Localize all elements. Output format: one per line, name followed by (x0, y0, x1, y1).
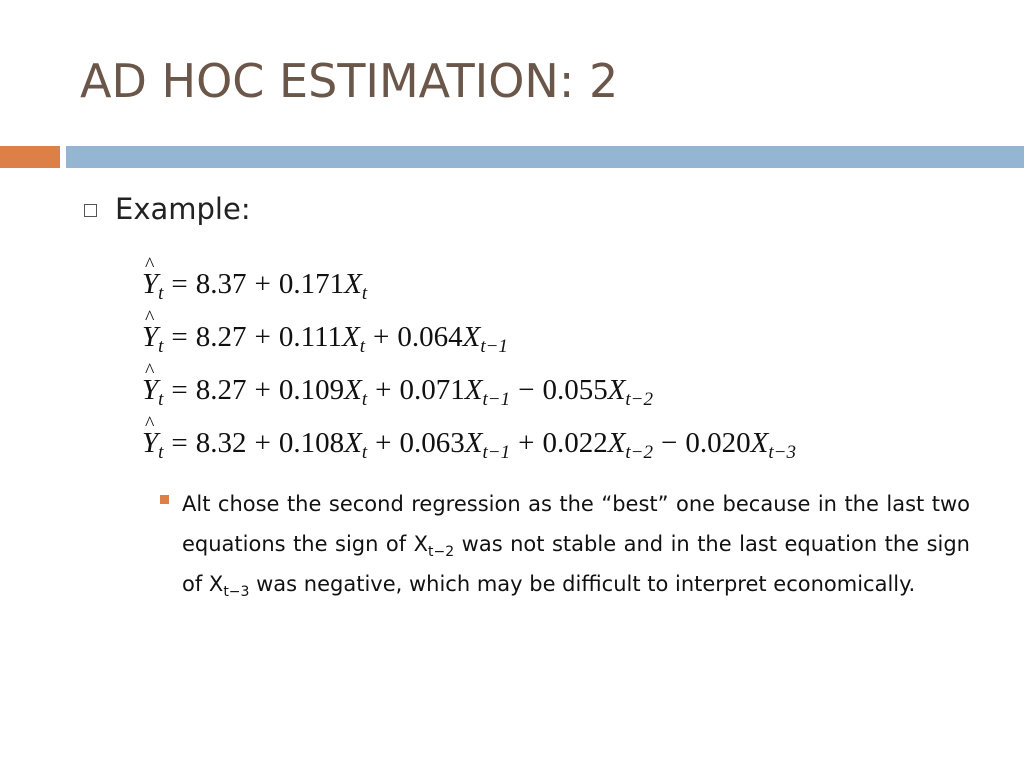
term-sign: + (373, 321, 390, 353)
term-variable: X (750, 427, 769, 459)
term-subscript: t (361, 389, 368, 410)
term-coefficient: 0.109 (278, 374, 345, 406)
equation-lhs: ^ Y (142, 311, 158, 364)
term-sign: − (518, 374, 535, 406)
term-coefficient: 0.064 (397, 321, 463, 353)
term-subscript: t−2 (625, 442, 654, 463)
sub-bullet-var2: X (208, 572, 224, 596)
equals-sign: = (171, 427, 188, 459)
sub-bullet-var1: X (413, 532, 429, 556)
term-coefficient: 0.171 (278, 268, 345, 300)
term-coefficient: 0.071 (399, 374, 465, 406)
hollow-square-bullet-icon (84, 204, 97, 217)
equation-intercept: 8.27 (195, 321, 247, 353)
term-coefficient: 0.022 (542, 427, 608, 459)
term-variable: X (344, 268, 362, 300)
equals-sign: = (171, 268, 188, 300)
term-subscript: t (361, 283, 368, 304)
term-sign: + (518, 427, 535, 459)
accent-bar-orange (0, 146, 60, 168)
equals-sign: = (171, 321, 188, 353)
equals-sign: = (171, 374, 188, 406)
term-sign: + (254, 321, 271, 353)
term-subscript: t−1 (480, 336, 508, 357)
sub-bullet-text-part1: Alt chose the second regression as the “best” one because in the last two equations the sign of (182, 492, 970, 556)
term-variable: X (342, 321, 360, 353)
regression-equations (142, 258, 796, 470)
term-subscript: t (359, 336, 365, 357)
equation-row (142, 311, 796, 364)
equation-row (142, 258, 796, 311)
term-subscript: t−2 (625, 389, 654, 410)
equation-lhs-subscript: t (158, 389, 164, 410)
equation-lhs-subscript: t (158, 283, 164, 304)
sub-bullet-var1-subscript: t−2 (428, 544, 455, 560)
equation-row (142, 364, 796, 417)
term-variable: X (344, 427, 362, 459)
term-subscript: t−1 (482, 389, 511, 410)
term-subscript: t−1 (482, 442, 511, 463)
term-coefficient: 0.020 (685, 427, 751, 459)
term-variable: X (607, 427, 626, 459)
sub-bullet-var2-subscript: t−3 (223, 584, 250, 600)
term-sign: + (375, 374, 392, 406)
term-sign: + (254, 374, 271, 406)
sub-bullet-text-part3: was negative, which may be difficult to interpret economically. (249, 572, 916, 596)
equation-lhs: ^ Y (142, 364, 158, 417)
term-coefficient: 0.111 (278, 321, 342, 353)
term-variable: X (464, 427, 483, 459)
term-coefficient: 0.055 (542, 374, 608, 406)
equation-intercept: 8.37 (195, 268, 247, 300)
sub-bullet (160, 484, 970, 604)
equation-lhs-subscript: t (158, 336, 164, 357)
term-variable: X (464, 374, 483, 406)
equation-lhs-subscript: t (158, 442, 164, 463)
accent-bar-blue (66, 146, 1024, 168)
term-sign: + (254, 427, 271, 459)
equation-intercept: 8.32 (195, 427, 247, 459)
equation-row (142, 417, 796, 470)
term-sign: + (254, 268, 271, 300)
term-subscript: t−3 (768, 442, 796, 463)
term-sign: + (375, 427, 392, 459)
equation-lhs: ^ Y (142, 258, 158, 311)
sub-bullet-text (182, 484, 970, 604)
equation-lhs: ^ Y (142, 417, 158, 470)
slide-title: AD HOC ESTIMATION: 2 (80, 54, 619, 108)
term-subscript: t (361, 442, 368, 463)
term-variable: X (344, 374, 362, 406)
term-variable: X (607, 374, 626, 406)
term-variable: X (462, 321, 481, 353)
filled-square-bullet-icon (160, 495, 169, 504)
bullet-example-label: Example: (115, 192, 251, 226)
equation-intercept: 8.27 (195, 374, 247, 406)
bullet-example (84, 192, 251, 226)
term-sign: − (661, 427, 678, 459)
sub-bullet-text-part2: was not stable and in the last equation the sign of (182, 532, 970, 596)
term-coefficient: 0.063 (399, 427, 465, 459)
term-coefficient: 0.108 (278, 427, 345, 459)
